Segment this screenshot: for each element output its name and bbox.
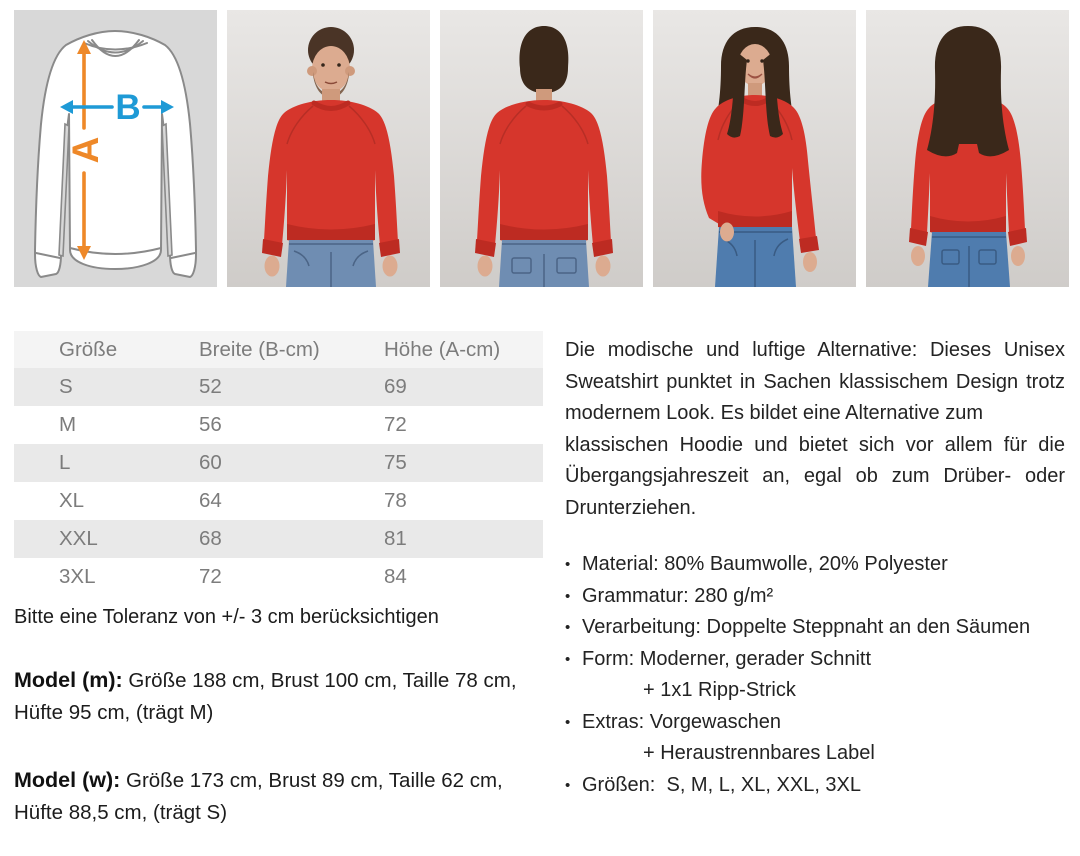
size-table-row xyxy=(14,444,543,482)
hand xyxy=(803,252,817,272)
size-table-cell: XL xyxy=(59,489,85,512)
hair-long-back xyxy=(927,26,1009,156)
info-section xyxy=(14,331,1065,829)
spec-item xyxy=(565,612,1065,644)
size-col-header: Größe xyxy=(14,331,199,368)
model-female-text: Größe 173 cm, Brust 89 cm, Taille 62 cm, Hüfte 88,5 cm, (trägt S) xyxy=(14,769,503,824)
size-table-cell: 3XL xyxy=(59,565,96,588)
size-table xyxy=(14,331,543,596)
sweatshirt-outline-drawing xyxy=(35,31,196,277)
spec-list xyxy=(565,549,1065,801)
product-image-strip xyxy=(14,10,1069,287)
size-table-cell: S xyxy=(59,375,73,398)
spec-item-continuation: + 1x1 Ripp-Strick xyxy=(643,679,796,701)
size-table-row xyxy=(14,368,543,406)
tolerance-note: Bitte eine Toleranz von +/- 3 cm berücksichtigen xyxy=(14,606,439,628)
bullet-icon: • xyxy=(565,556,571,573)
model-male-label: Model (m): xyxy=(14,668,123,692)
size-diagram xyxy=(14,10,217,287)
size-table-cell: XXL xyxy=(59,527,98,550)
photo-male-front xyxy=(227,10,430,287)
size-table-cell: 52 xyxy=(199,375,222,398)
spec-item xyxy=(565,549,1065,581)
spec-item xyxy=(565,770,1065,802)
spec-item xyxy=(565,707,1065,739)
eye xyxy=(337,63,341,67)
bullet-icon: • xyxy=(565,650,571,668)
spec-text: Verarbeitung: Doppelte Steppnaht an den Säumen xyxy=(582,616,1031,638)
ear xyxy=(345,66,355,76)
size-table-cell: M xyxy=(59,413,77,436)
size-table-cell: 56 xyxy=(199,413,222,436)
spec-text: Form: Moderner, gerader Schnitt xyxy=(582,647,872,670)
size-table-cell: 72 xyxy=(199,565,222,588)
model-female-info xyxy=(14,764,522,829)
model-male-text: Größe 188 cm, Brust 100 cm, Taille 78 cm, Hüfte 95 cm, (trägt M) xyxy=(14,669,517,724)
size-table-cell: 60 xyxy=(199,451,222,474)
cuff xyxy=(799,236,819,253)
size-diagram-panel xyxy=(14,10,217,287)
bullet-icon: • xyxy=(565,776,571,794)
hand xyxy=(596,256,611,277)
size-table-cell: 72 xyxy=(384,413,407,436)
description-column xyxy=(565,331,1065,801)
size-col-header: Breite (B-cm) xyxy=(199,331,384,368)
hand xyxy=(478,256,493,277)
model-male-info xyxy=(14,664,522,729)
male-back-illustration xyxy=(440,10,643,287)
hand xyxy=(383,256,398,277)
size-col-header: Höhe (A-cm) xyxy=(384,331,543,368)
spec-item xyxy=(565,644,1065,676)
product-description xyxy=(565,335,1065,524)
spec-item-continuation: + Heraustrennbares Label xyxy=(643,742,875,764)
size-table-cell: L xyxy=(59,451,71,474)
size-table-cell: 75 xyxy=(384,451,407,474)
size-table-cell: 84 xyxy=(384,565,407,588)
hand xyxy=(265,256,280,277)
spec-text: Material: 80% Baumwolle, 20% Polyester xyxy=(582,553,948,575)
description-part1: Die modische und luftige Alternative: Dieses Unisex Sweatshirt punktet in Sachen klassischem Design trotz modernem Look. Es bildet eine Alternative zum xyxy=(565,339,1065,424)
size-table-cell: 68 xyxy=(199,527,222,550)
female-back-illustration xyxy=(866,10,1069,287)
size-table-row xyxy=(14,406,543,444)
size-table-cell: 64 xyxy=(199,489,222,512)
spec-item xyxy=(565,581,1065,613)
size-table-cell: 69 xyxy=(384,375,407,398)
size-table-row xyxy=(14,482,543,520)
size-table-row xyxy=(14,558,543,596)
size-table-header-row xyxy=(14,331,543,368)
spec-text: Größen: S, M, L, XL, XXL, 3XL xyxy=(582,773,862,796)
bullet-icon: • xyxy=(565,587,571,605)
size-table-cell: 78 xyxy=(384,489,407,512)
spec-text: Extras: Vorgewaschen xyxy=(582,710,781,733)
hand-in-pocket xyxy=(720,223,734,242)
photo-female-front xyxy=(653,10,856,287)
size-info-column xyxy=(14,331,544,829)
model-female-label: Model (w): xyxy=(14,768,121,792)
bullet-icon: • xyxy=(565,619,571,636)
description-part2: klassischen Hoodie und bietet sich vor allem für die Übergangsjahreszeit an, egal ob zum Drüber- oder Drunterziehen. xyxy=(565,433,1065,519)
size-table-row xyxy=(14,520,543,558)
diagram-label-a: A xyxy=(65,136,106,164)
bullet-icon: • xyxy=(565,713,571,731)
face xyxy=(312,46,350,92)
photo-female-back xyxy=(866,10,1069,287)
ear xyxy=(307,66,317,76)
hand xyxy=(911,246,925,266)
spec-text: Grammatur: 280 g/m² xyxy=(582,584,774,607)
diagram-label-b: B xyxy=(115,88,141,127)
eye xyxy=(321,63,325,67)
male-front-illustration xyxy=(227,10,430,287)
hair-back xyxy=(520,26,569,93)
hand xyxy=(1011,246,1025,266)
photo-male-back xyxy=(440,10,643,287)
size-table-cell: 81 xyxy=(384,527,407,550)
female-front-illustration xyxy=(653,10,856,287)
